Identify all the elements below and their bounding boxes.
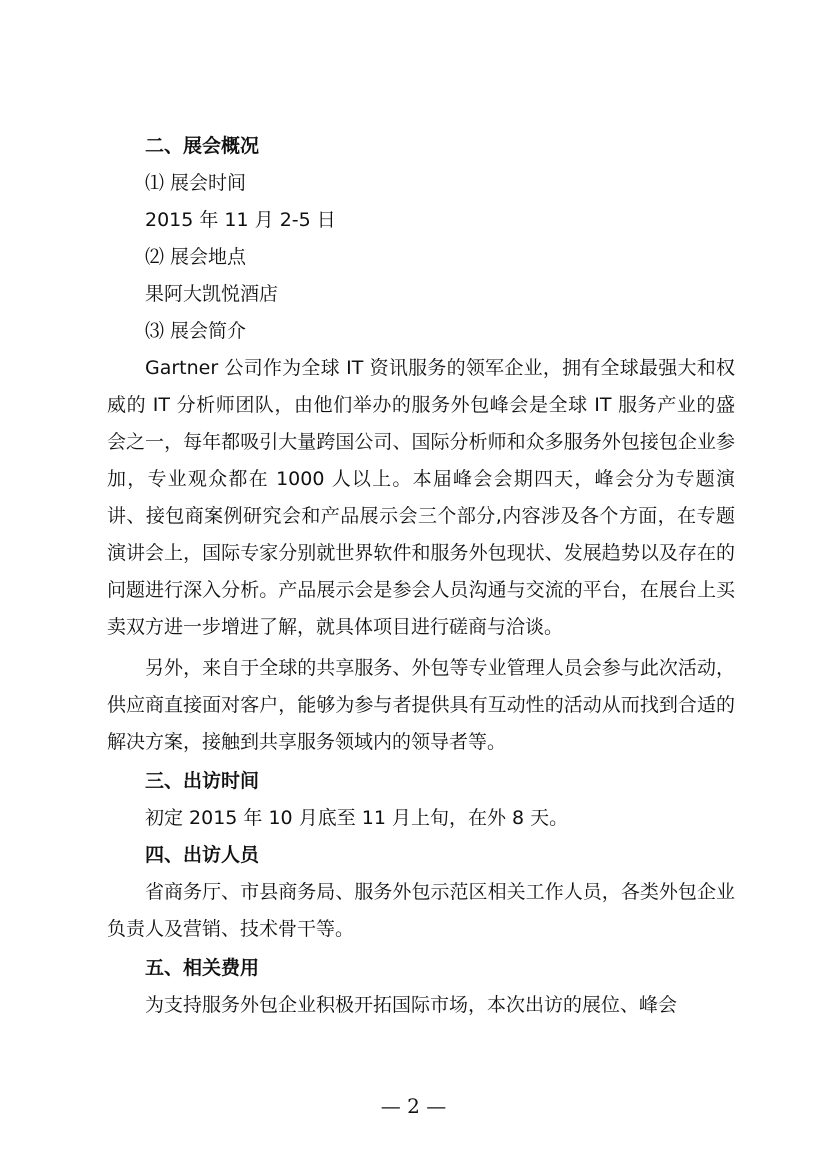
section-heading-overview: 二、展会概况	[145, 135, 260, 157]
section-heading-costs: 五、相关费用	[145, 957, 260, 979]
intro-paragraph-2	[107, 650, 735, 761]
visit-time-value: 初定 2015 年 10 月底至 11 月上旬，在外 8 天。	[145, 807, 569, 829]
visitors-paragraph-text: 省商务厅、市县商务局、服务外包示范区相关工作人员，各类外包企业负责人及营销、技术骨干等。	[107, 881, 735, 940]
subheading-exhibition-intro: ⑶ 展会简介	[145, 320, 247, 342]
intro-paragraph-2-text: 另外，来自于全球的共享服务、外包等专业管理人员会参与此次活动，供应商直接面对客户，能够为参与者提供具有互动性的活动从而找到合适的解决方案，接触到共享服务领域内的领导者等。	[107, 657, 735, 753]
costs-paragraph: 为支持服务外包企业积极开拓国际市场，本次出访的展位、峰会	[145, 994, 678, 1016]
section-heading-visit-time: 三、出访时间	[145, 770, 260, 792]
page-number: — 2 —	[380, 1094, 447, 1118]
intro-paragraph-1	[107, 350, 735, 646]
exhibition-time-value: 2015 年 11 月 2-5 日	[145, 209, 336, 231]
subheading-exhibition-time: ⑴ 展会时间	[145, 172, 247, 194]
document-body	[107, 128, 735, 1024]
section-heading-visitors: 四、出访人员	[145, 844, 260, 866]
exhibition-location-value: 果阿大凯悦酒店	[145, 283, 279, 305]
subheading-exhibition-location: ⑵ 展会地点	[145, 246, 247, 268]
intro-paragraph-1-text: Gartner 公司作为全球 IT 资讯服务的领军企业，拥有全球最强大和权威的 IT 分析师团队，由他们举办的服务外包峰会是全球 IT 服务产业的盛会之一，每年都吸引大量跨国公司、国际分析师和众多服务外包接包企业参加，专业观众都在 1000 人以上。本届峰会会期四天，峰会分为专题演讲、接包商案例研究会和产品展示会三个部分,内容涉及各个方面，在专题演讲会上，国际专家分别就世界软件和服务外包现状、发展趋势以及存在的问题进行深入分析。产品展示会是参会人员沟通与交流的平台，在展台上买卖双方进一步增进了解，就具体项目进行磋商与洽谈。	[107, 357, 735, 638]
visitors-paragraph	[107, 874, 735, 948]
